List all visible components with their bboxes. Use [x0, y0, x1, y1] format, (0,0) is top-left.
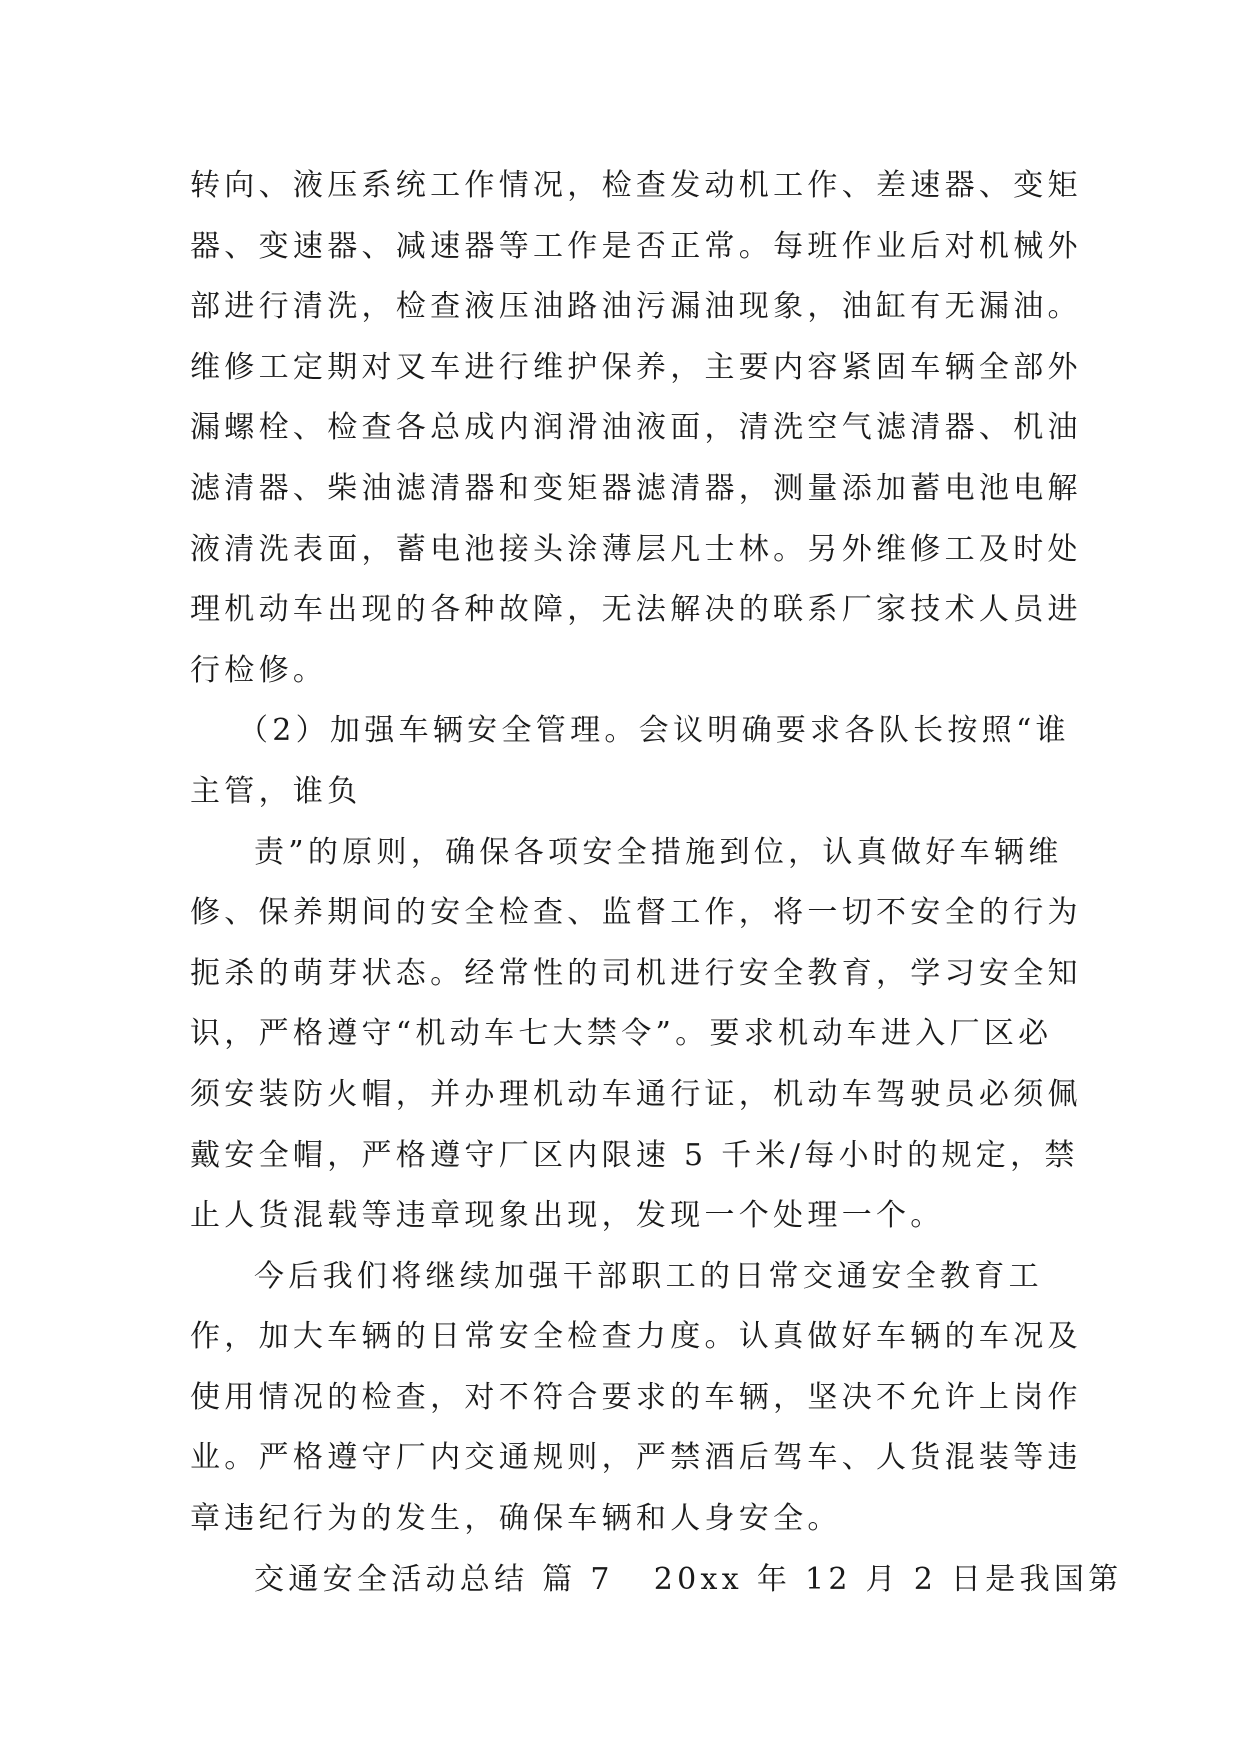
- section-heading: 交通安全活动总结 篇 7: [254, 1561, 614, 1597]
- text-line-15: 识，严格遵守“机动车七大禁令”。要求机动车进入厂区必: [190, 1016, 1053, 1052]
- text-line-9: 行检修。: [190, 652, 328, 688]
- text-line-6: 滤清器、柴油滤清器和变矩器滤清器，测量添加蓄电池电解: [190, 470, 1082, 506]
- text-line-20: 作，加大车辆的日常安全检查力度。认真做好车辆的车况及: [190, 1319, 1082, 1355]
- text-line-5: 漏螺栓、检查各总成内润滑油液面，清洗空气滤清器、机油: [190, 410, 1082, 446]
- text-line-11: 主管，谁负: [190, 773, 362, 809]
- text-line-7: 液清洗表面，蓄电池接头涂薄层凡士林。另外维修工及时处: [190, 531, 1082, 567]
- section-intro: 20xx 年 12 月 2 日是我国第: [653, 1561, 1123, 1597]
- text-line-12: 责”的原则，确保各项安全措施到位，认真做好车辆维: [254, 834, 1063, 870]
- text-line-13: 修、保养期间的安全检查、监督工作，将一切不安全的行为: [190, 895, 1082, 931]
- text-line-14: 扼杀的萌芽状态。经常性的司机进行安全教育，学习安全知: [190, 955, 1082, 991]
- text-line-21: 使用情况的检查，对不符合要求的车辆，坚决不允许上岗作: [190, 1379, 1082, 1415]
- text-line-2: 器、变速器、减速器等工作是否正常。每班作业后对机械外: [190, 228, 1082, 264]
- text-line-4: 维修工定期对叉车进行维护保养，主要内容紧固车辆全部外: [190, 349, 1082, 385]
- text-line-8: 理机动车出现的各种故障，无法解决的联系厂家技术人员进: [190, 592, 1082, 628]
- text-line-18: 止人货混载等违章现象出现，发现一个处理一个。: [190, 1198, 945, 1234]
- text-line-23: 章违纪行为的发生，确保车辆和人身安全。: [190, 1501, 842, 1537]
- text-line-16: 须安装防火帽，并办理机动车通行证，机动车驾驶员必须佩: [190, 1076, 1082, 1112]
- text-line-17: 戴安全帽，严格遵守厂区内限速 5 千米/每小时的规定，禁: [190, 1137, 1079, 1173]
- text-line-19: 今后我们将继续加强干部职工的日常交通安全教育工: [254, 1258, 1043, 1294]
- text-line-1: 转向、液压系统工作情况，检查发动机工作、差速器、变矩: [190, 168, 1082, 203]
- body-text: [190, 156, 1123, 1610]
- section-heading-line: [190, 1550, 1123, 1611]
- text-line-10: （2）加强车辆安全管理。会议明确要求各队长按照“谁: [238, 713, 1070, 749]
- text-line-22: 业。严格遵守厂内交通规则，严禁酒后驾车、人货混装等违: [190, 1440, 1082, 1476]
- text-line-3: 部进行清洗，检查液压油路油污漏油现象，油缸有无漏油。: [190, 289, 1082, 325]
